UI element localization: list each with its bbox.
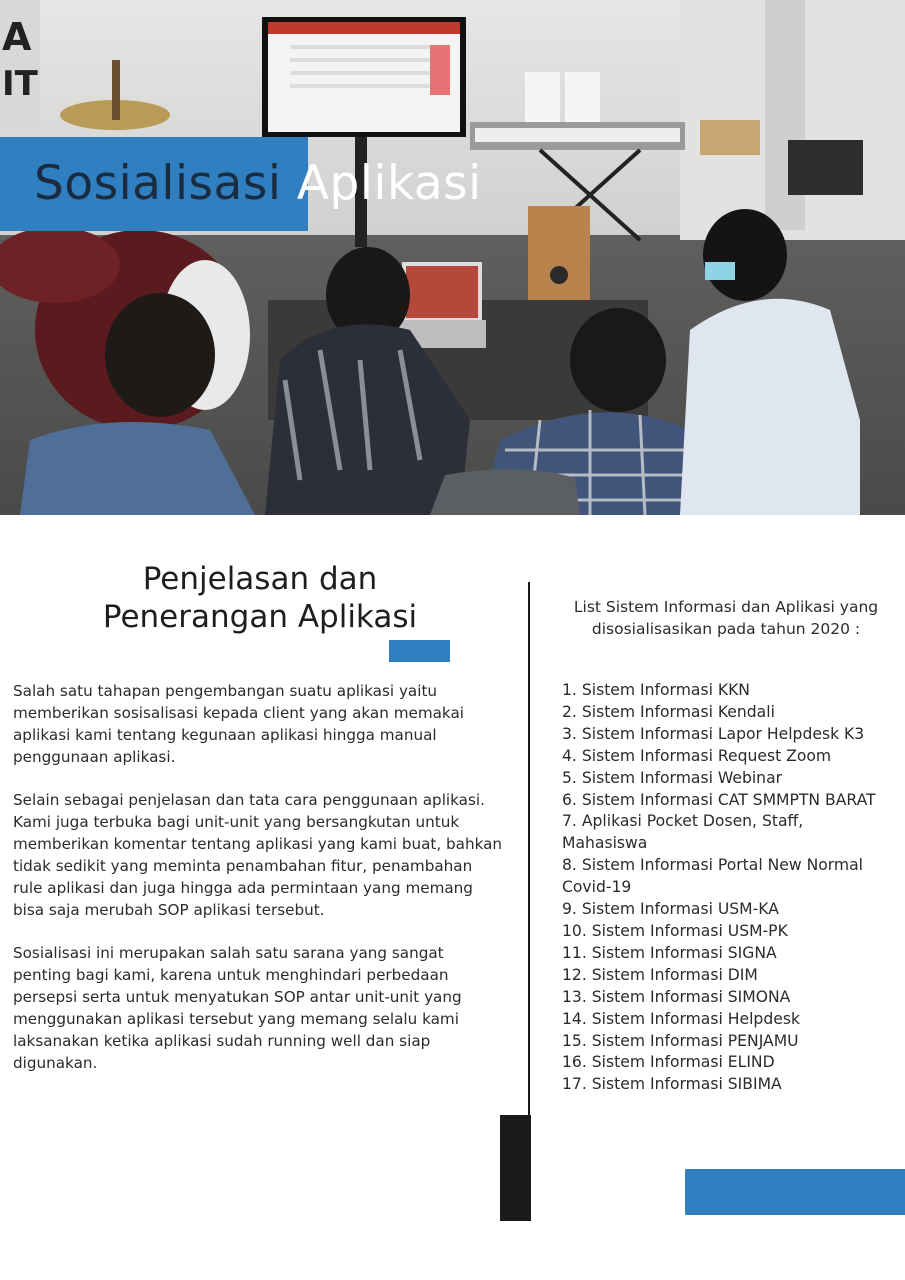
list-item: 4. Sistem Informasi Request Zoom [562, 746, 832, 765]
list-item: 5. Sistem Informasi Webinar [562, 768, 783, 787]
list-item: 10. Sistem Informasi USM-PK [562, 921, 788, 940]
hero-photo-illustration [0, 0, 905, 515]
list-intro [540, 596, 905, 640]
list-item: 8. Sistem Informasi Portal New Normal Covid-19 [562, 856, 864, 897]
title-accent-bar [389, 640, 450, 662]
body-text [13, 680, 505, 1095]
svg-text:IT: IT [2, 64, 38, 104]
list-item: 7. Aplikasi Pocket Dosen, Staff, Mahasiswa [562, 812, 804, 853]
hero-title-word1: Sosialisasi [34, 156, 282, 211]
list-item: 3. Sistem Informasi Lapor Helpdesk K3 [562, 724, 865, 743]
hero-photo [0, 0, 905, 515]
system-list [562, 680, 892, 1096]
list-item: 17. Sistem Informasi SIBIMA [562, 1075, 782, 1094]
list-item: 6. Sistem Informasi CAT SMMPTN BARAT [562, 790, 876, 809]
list-intro-line2: disosialisasikan pada tahun 2020 : [591, 620, 861, 638]
footer-accent-bar [685, 1169, 905, 1215]
section-title-line1: Penjelasan dan [142, 561, 378, 597]
list-item: 13. Sistem Informasi SIMONA [562, 987, 791, 1006]
section-title-line2: Penerangan Aplikasi [102, 599, 418, 635]
divider-block [500, 1115, 531, 1221]
list-item: 2. Sistem Informasi Kendali [562, 702, 775, 721]
paragraph-1: Salah satu tahapan pengembangan suatu aplikasi yaitu memberikan sosisalisasi kepada client yang akan memakai aplikasi kami tentang kegunaan aplikasi hingga manual penggunaan aplikasi. [13, 682, 464, 766]
list-item: 11. Sistem Informasi SIGNA [562, 943, 777, 962]
list-intro-line1: List Sistem Informasi dan Aplikasi yang [573, 598, 879, 616]
paragraph-2: Selain sebagai penjelasan dan tata cara penggunaan aplikasi. Kami juga terbuka bagi unit-unit yang bersangkutan untuk memberikan komentar tentang aplikasi yang kami buat, bahkan tidak sedikit yang meminta penambahan fitur, penambahan rule aplikasi dan juga hingga ada permintaan yang memang bisa saja merubah SOP aplikasi tersebut. [13, 791, 503, 919]
list-item: 12. Sistem Informasi DIM [562, 965, 758, 984]
section-title [60, 560, 460, 636]
list-item: 16. Sistem Informasi ELIND [562, 1053, 775, 1072]
list-item: 14. Sistem Informasi Helpdesk [562, 1009, 800, 1028]
list-item: 1. Sistem Informasi KKN [562, 681, 750, 699]
hero-title [34, 152, 482, 216]
hero-title-word2: Aplikasi [296, 156, 482, 211]
list-item: 15. Sistem Informasi PENJAMU [562, 1031, 799, 1050]
column-divider [528, 582, 530, 1117]
svg-text:A: A [2, 15, 32, 59]
list-item: 9. Sistem Informasi USM-KA [562, 900, 779, 919]
paragraph-3: Sosialisasi ini merupakan salah satu sarana yang sangat penting bagi kami, karena untuk menghindari perbedaan persepsi serta untuk menyatukan SOP antar unit-unit yang menggunakan aplikasi tersebut yang memang selalu kami laksanakan ketika aplikasi sudah running well dan siap digunakan. [13, 944, 462, 1072]
